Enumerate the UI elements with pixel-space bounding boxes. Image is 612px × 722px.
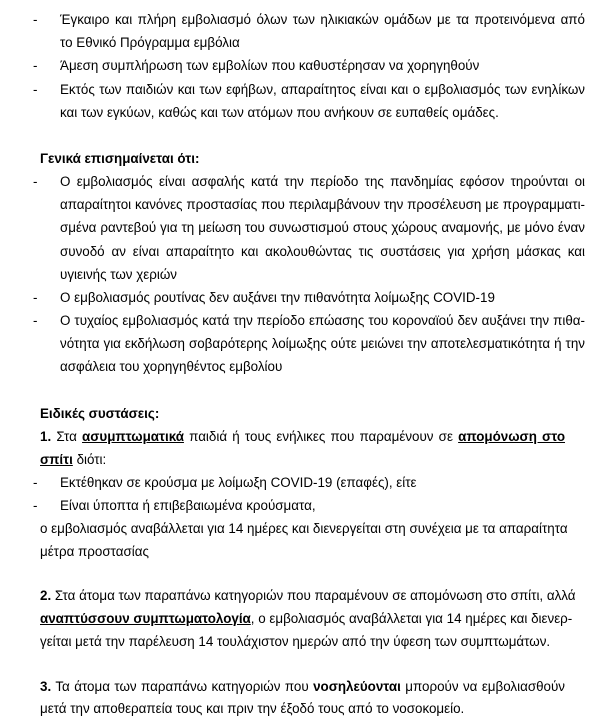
general-bullet-3-line-3: ασφάλεια του χορηγηθέντος εμβολίου [60, 359, 283, 374]
general-bullet-1-line-3: σμένα ραντεβού για τη μείωση του συνωστισμού στους χώρους αναμονής, με μόνο έναν [60, 220, 585, 235]
item3-line-2: μετά την αποθεραπεία τους και πριν την έξοδό τους από το νοσοκομείο. [40, 701, 465, 716]
general-heading: Γενικά επισημαίνεται ότι: [40, 151, 200, 166]
item1-line-2 [40, 450, 565, 470]
bullet-dash: - [33, 58, 38, 73]
item1-bullet-1: Εκτέθηκαν σε κρούσμα με λοίμωξη COVID-19 (επαφές), είτε [60, 475, 417, 490]
intro-bullet-3-line-1: Εκτός των παιδιών και των εφήβων, απαραίτητος είναι και ο εμβολιασμός των ενηλίκων [60, 82, 585, 97]
item2-text-2: , ο εμβολιασμός αναβάλλεται για 14 ημέρες και διενερ- [250, 611, 573, 626]
item1-number: 1. [40, 429, 52, 444]
item2-line-2 [40, 609, 573, 629]
item3-line-1 [40, 677, 565, 697]
general-bullet-1-line-2: απαραίτητοι κανόνες προστασίας που περιλαμβάνουν την προσέλευση με προγραμματι- [60, 197, 585, 212]
item1-text-2: παιδιά ή τους ενήλικες που παραμένουν σε [183, 429, 459, 444]
intro-bullet-2-line-1: Άμεση συμπλήρωση των εμβολίων που καθυστέρησαν να χορηγηθούν [60, 58, 480, 73]
bullet-dash: - [33, 498, 38, 513]
item1-home: σπίτι [40, 452, 73, 467]
item1-bullet-2: Είναι ύποπτα ή επιβεβαιωμένα κρούσματα, [60, 498, 316, 513]
bullet-dash: - [33, 82, 38, 97]
general-bullet-3-line-1: Ο τυχαίος εμβολιασμός κατά την περίοδο επώασης του κοροναϊού δεν αυξάνει την πιθα- [60, 313, 585, 328]
bullet-dash: - [33, 313, 38, 328]
special-heading: Ειδικές συστάσεις: [40, 406, 160, 421]
intro-bullet-1-line-2: το Εθνικό Πρόγραμμα εμβόλια [60, 35, 240, 50]
item2-number: 2. [40, 588, 52, 603]
item1-after-line-1: ο εμβολιασμός αναβάλλεται για 14 ημέρες και διενεργείται στη συνέχεια με τα απαραίτητα [40, 521, 568, 536]
item3-number: 3. [40, 679, 52, 694]
item2-text-1: Στα άτομα των παραπάνω κατηγοριών που παραμένουν σε απομόνωση στο σπίτι, αλλά [51, 588, 576, 603]
item1-asymptomatic: ασυμπτωματικά [82, 429, 184, 444]
bullet-dash: - [33, 475, 38, 490]
item2-symptoms: αναπτύσσουν συμπτωματολογία [40, 611, 251, 626]
item1-text-1: Στα [51, 429, 83, 444]
intro-bullet-1-line-1: Έγκαιρο και πλήρη εμβολιασμό όλων των ηλικιακών ομάδων με τα προτεινόμενα από [60, 12, 585, 27]
bullet-dash: - [33, 12, 38, 27]
item3-text-1: Τα άτομα των παραπάνω κατηγοριών που [51, 679, 314, 694]
item1-isolation: απομόνωση στο [458, 429, 565, 444]
bullet-dash: - [33, 290, 38, 305]
item1-line-1 [40, 427, 565, 447]
general-bullet-3-line-2: νότητα για εκδήλωση σοβαρότερης λοίμωξης ούτε μειώνει την αποτελεσματικότητα ή την [60, 336, 585, 351]
item3-hospitalized: νοσηλεύονται [313, 679, 401, 694]
intro-bullet-3-line-2: και των εγκύων, καθώς και των ατόμων που ανήκουν σε ευπαθείς ομάδες. [60, 105, 499, 120]
item3-text-2: μπορούν να εμβολιασθούν [400, 679, 565, 694]
item1-after-line-2: μέτρα προστασίας [40, 544, 149, 559]
general-bullet-1-line-4: συνοδό αν είναι απαραίτητο και ακολουθώντας τις συστάσεις για χρήση μάσκας και [60, 244, 585, 259]
item2-line-3: γείται μετά την παρέλευση 14 τουλάχιστον ημερών από την ύφεση των συμπτωμάτων. [40, 634, 551, 649]
item2-line-1 [40, 586, 576, 606]
general-bullet-2-line-1: Ο εμβολιασμός ρουτίνας δεν αυξάνει την πιθανότητα λοίμωξης COVID-19 [60, 290, 495, 305]
general-bullet-1-line-1: Ο εμβολιασμός είναι ασφαλής κατά την περίοδο της πανδημίας εφόσον τηρούνται οι [60, 174, 585, 189]
item1-text-3: διότι: [72, 452, 107, 467]
general-bullet-1-line-5: υγιεινής των χεριών [60, 267, 177, 282]
bullet-dash: - [33, 174, 38, 189]
